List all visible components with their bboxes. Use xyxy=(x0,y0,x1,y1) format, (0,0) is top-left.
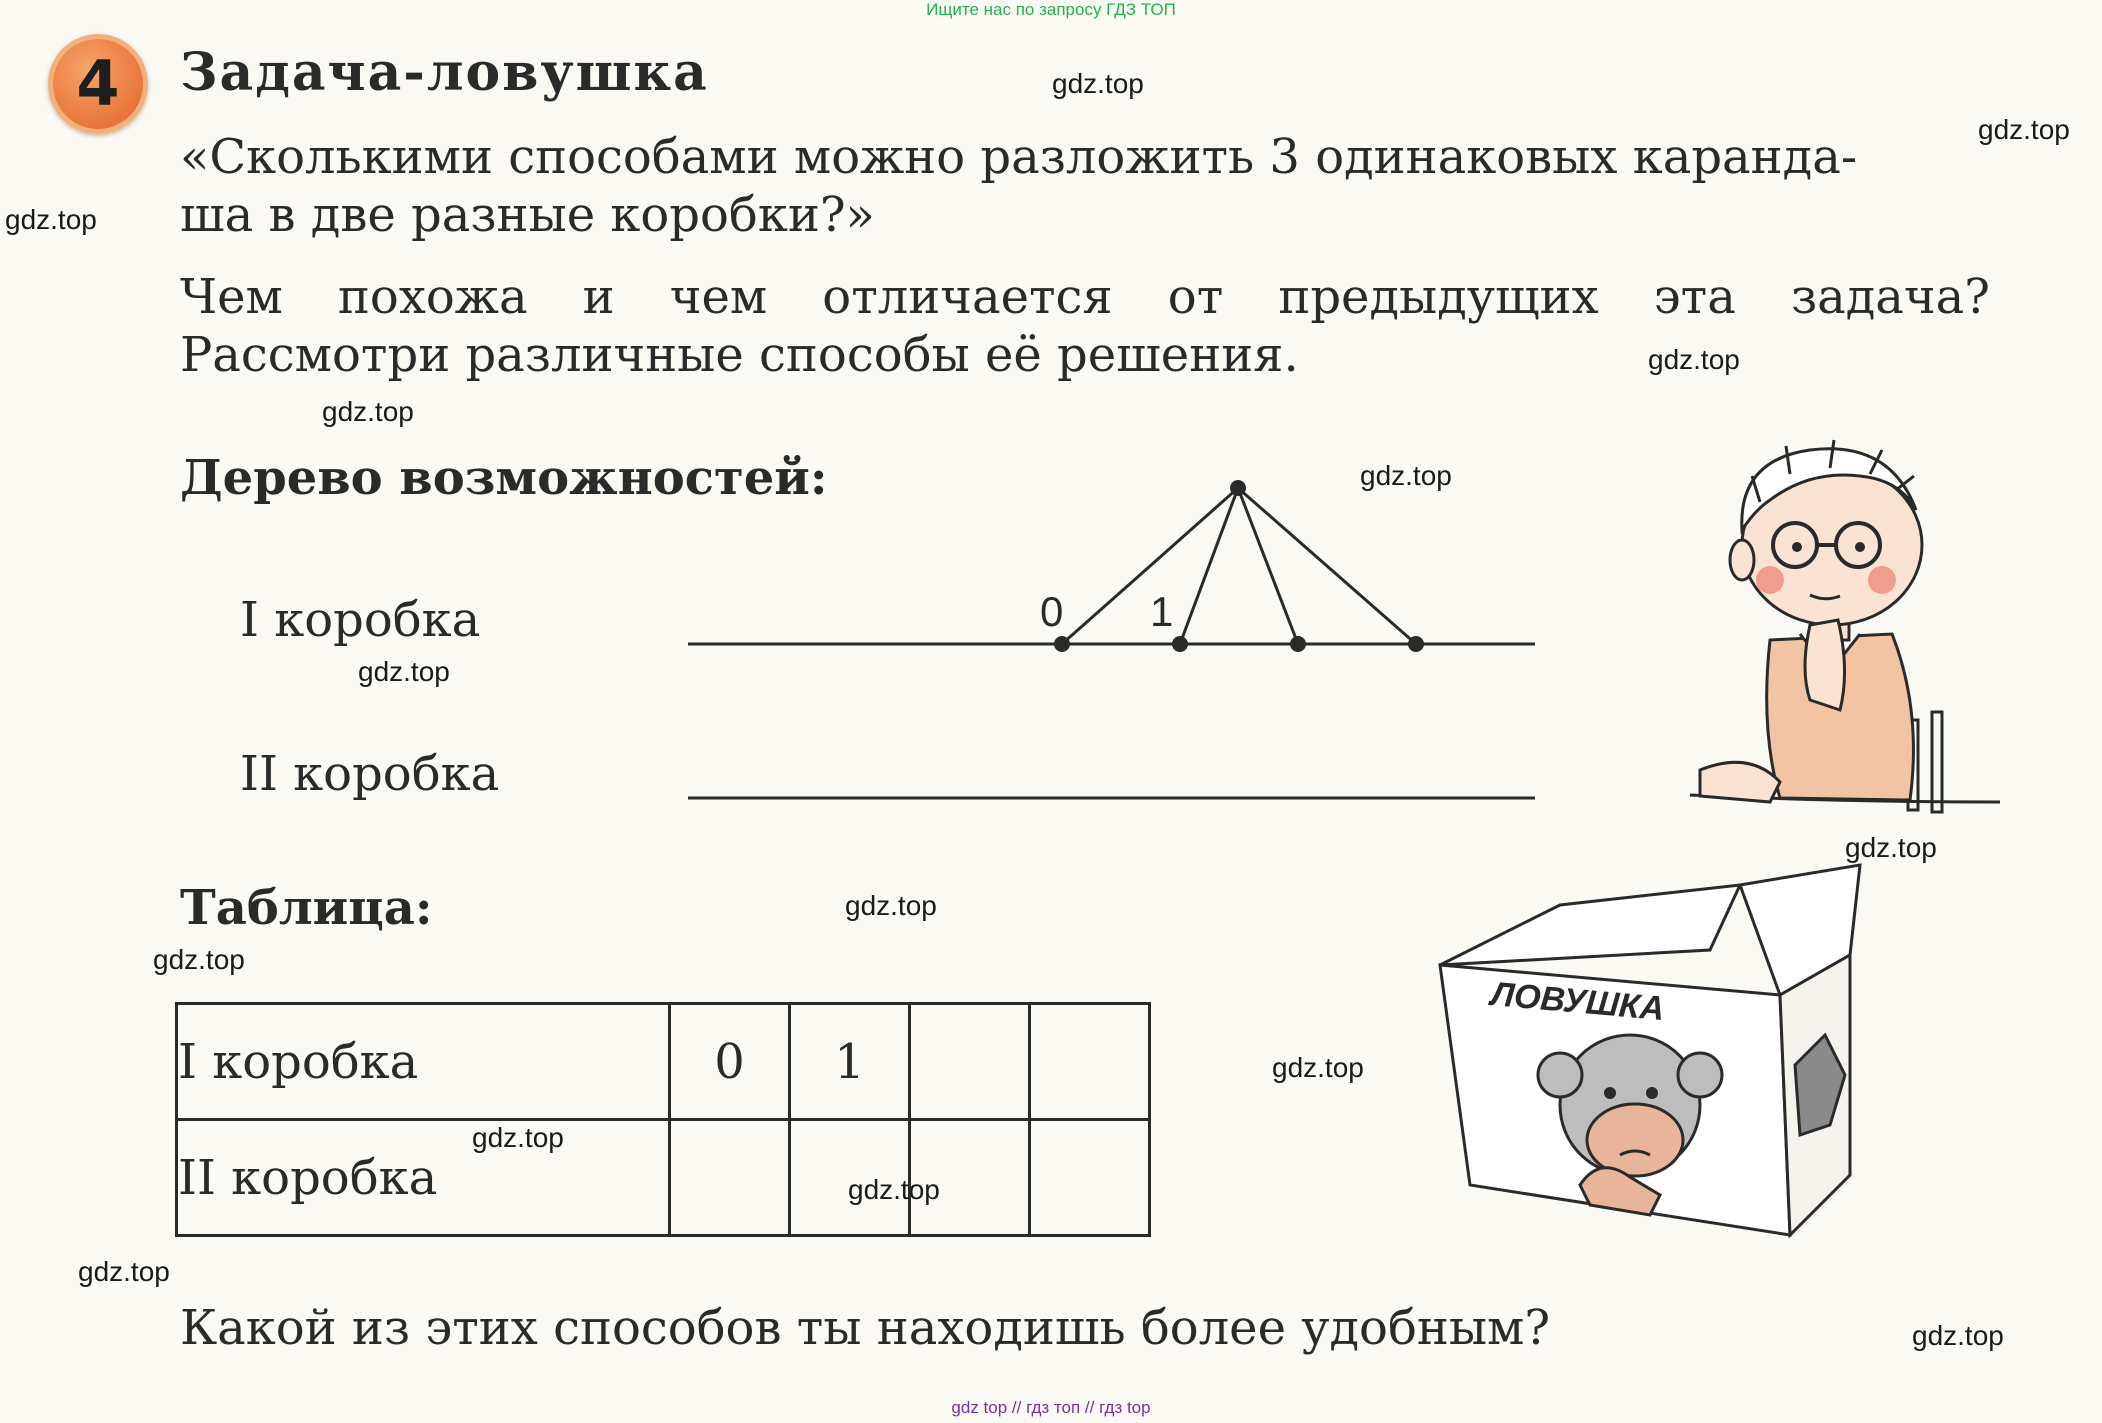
task-paragraph-line: Рассмотри различные способы её решения. xyxy=(180,327,1299,383)
watermark: gdz.top xyxy=(1978,114,2070,145)
watermark: gdz.top xyxy=(845,890,937,921)
top-banner: Ищите нас по запросу ГДЗ ТОП xyxy=(926,0,1176,19)
watermark: gdz.top xyxy=(5,204,97,235)
watermark: gdz.top xyxy=(358,656,450,687)
table-cell[interactable] xyxy=(670,1120,790,1236)
watermark: gdz.top xyxy=(1845,832,1937,863)
table-cell[interactable] xyxy=(1030,1004,1150,1120)
task-paragraph-line: Чем похожа и чем отличается от предыдущих эта задача? xyxy=(180,269,1990,325)
table-row-label: II коробка xyxy=(177,1120,670,1236)
table-cell[interactable]: 0 xyxy=(670,1004,790,1120)
tree-branch xyxy=(1238,488,1298,644)
trap-box-caption: ЛОВУШКА xyxy=(1489,975,1666,1029)
tree-leaf-label: 0 xyxy=(1040,588,1064,635)
trap-box-illustration xyxy=(1430,855,1870,1255)
watermark: gdz.top xyxy=(1648,344,1740,375)
watermark: gdz.top xyxy=(78,1256,170,1287)
table-cell[interactable] xyxy=(910,1004,1030,1120)
tree-root-node xyxy=(1230,480,1246,496)
table-heading: Таблица: xyxy=(180,880,433,936)
tree-branch xyxy=(1238,488,1416,644)
tree-leaf-node xyxy=(1054,636,1070,652)
watermark: gdz.top xyxy=(1272,1052,1364,1083)
tree-box2-label: II коробка xyxy=(240,746,500,802)
table-cell[interactable]: 1 xyxy=(790,1004,910,1120)
table-row xyxy=(177,1004,1150,1120)
watermark: gdz.top xyxy=(1912,1320,2004,1351)
tree-heading: Дерево возможностей: xyxy=(180,450,828,506)
table-row-label: I коробка xyxy=(177,1004,670,1120)
table-row xyxy=(177,1120,1150,1236)
tree-box1-label: I коробка xyxy=(240,592,481,648)
boy-illustration xyxy=(1660,410,2040,830)
table-cell[interactable] xyxy=(1030,1120,1150,1236)
task-number: 4 xyxy=(76,47,120,120)
tree-leaf-label: 1 xyxy=(1150,588,1174,635)
watermark: gdz.top xyxy=(153,944,245,975)
tree-branch xyxy=(1180,488,1238,644)
task-question-line: ша в две разные коробки?» xyxy=(180,187,875,243)
tree-leaf-node xyxy=(1290,636,1306,652)
watermark: gdz.top xyxy=(848,1174,940,1205)
watermark: gdz.top xyxy=(1360,460,1452,491)
watermark: gdz.top xyxy=(1052,68,1144,99)
task-title: Задача-ловушка xyxy=(180,42,709,103)
task-question-line: «Сколькими способами можно разложить 3 одинаковых каранда- xyxy=(180,129,1858,185)
final-question: Какой из этих способов ты находишь более удобным? xyxy=(180,1300,1551,1356)
answer-table xyxy=(175,1002,1151,1237)
watermark: gdz.top xyxy=(322,396,414,427)
tree-leaf-node xyxy=(1172,636,1188,652)
bottom-banner: gdz top // гдз топ // гдз top xyxy=(951,1398,1151,1417)
tree-leaf-node xyxy=(1408,636,1424,652)
watermark: gdz.top xyxy=(472,1122,564,1153)
